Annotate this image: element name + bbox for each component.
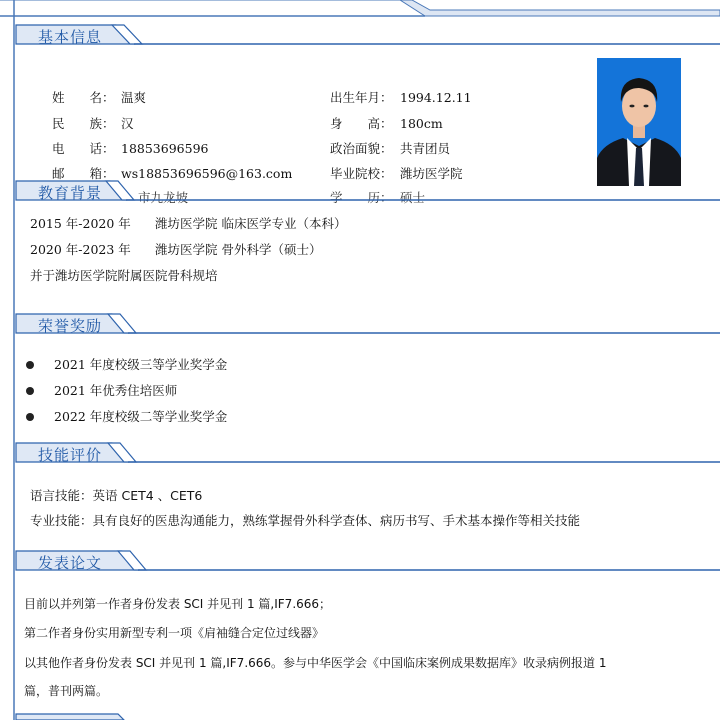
bullet-icon	[26, 361, 34, 369]
degree-label: 学 历：	[330, 190, 393, 205]
phone-label: 电 话：	[52, 141, 115, 156]
school-value: 潍坊医学院	[400, 166, 463, 181]
bullet-icon	[26, 387, 34, 395]
name-label: 姓 名：	[52, 90, 115, 105]
section-title-education: 教育背景	[38, 184, 103, 202]
height-label: 身 高：	[330, 116, 393, 131]
paper-line-2: 第二作者身份实用新型专利一项《肩袖缝合定位过线器》	[24, 626, 325, 640]
education-period-1: 2015 年-2020 年	[30, 216, 131, 231]
section-title-skills: 技能评价	[38, 446, 103, 464]
skill-professional: 专业技能：具有良好的医患沟通能力，熟练掌握骨外科学查体、病历书写、手术基本操作等相关技能	[30, 513, 581, 528]
politics-label: 政治面貌：	[330, 141, 393, 156]
honor-item: 2021 年优秀住培医师	[54, 383, 178, 398]
politics-value: 共青团员	[400, 141, 451, 156]
birth-label: 出生年月：	[330, 90, 393, 105]
education-note: 并于潍坊医学院附属医院骨科规培	[30, 268, 218, 283]
section-title-honors: 荣誉奖励	[38, 317, 103, 335]
email-value: ws18853696596@163.com	[121, 166, 293, 181]
phone-value: 18853696596	[121, 141, 209, 156]
address-partial: 市九龙坡	[138, 190, 189, 205]
birth-value: 1994.12.11	[400, 90, 472, 105]
name-value: 温爽	[121, 90, 147, 105]
section-header-skills	[0, 442, 720, 466]
height-value: 180cm	[400, 116, 443, 131]
section-header-partial	[0, 712, 720, 720]
section-header-education	[0, 180, 720, 204]
bullet-icon	[26, 413, 34, 421]
ethnicity-value: 汉	[121, 116, 134, 131]
education-period-2: 2020 年-2023 年	[30, 242, 131, 257]
education-detail-2: 潍坊医学院 骨外科学（硕士）	[155, 242, 322, 257]
section-title-basic: 基本信息	[38, 28, 103, 46]
profile-photo	[597, 58, 681, 186]
honor-item: 2021 年度校级三等学业奖学金	[54, 357, 228, 372]
ethnicity-label: 民 族：	[52, 116, 115, 131]
email-label: 邮 箱：	[52, 166, 115, 181]
section-header-honors	[0, 313, 720, 337]
section-title-papers: 发表论文	[38, 554, 103, 572]
education-detail-1: 潍坊医学院 临床医学专业（本科）	[155, 216, 347, 231]
degree-value: 硕士	[400, 190, 426, 205]
school-label: 毕业院校：	[330, 166, 393, 181]
paper-line-4: 篇，普刊两篇。	[24, 684, 109, 698]
paper-line-3: 以其他作者身份发表 SCI 并见刊 1 篇,IF7.666。参与中华医学会《中国临床案例成果数据库》收录病例报道 1	[24, 656, 607, 670]
section-header-basic	[0, 24, 720, 48]
skill-language: 语言技能：英语 CET4 、CET6	[30, 488, 203, 503]
honor-item: 2022 年度校级二等学业奖学金	[54, 409, 228, 424]
section-header-papers	[0, 550, 720, 574]
paper-line-1: 目前以并列第一作者身份发表 SCI 并见刊 1 篇,IF7.666；	[24, 597, 332, 611]
person-portrait-icon	[597, 58, 681, 186]
